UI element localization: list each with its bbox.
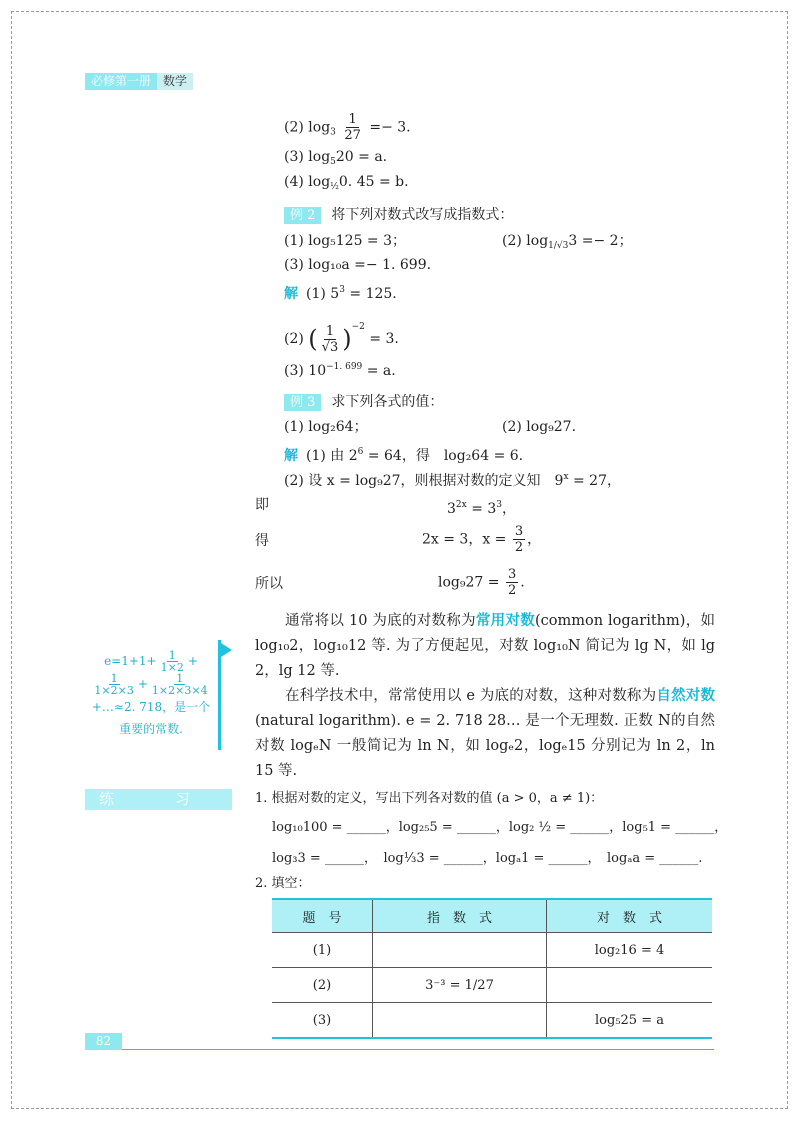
term-common-log: 常用对数: [475, 612, 536, 629]
side-note: e=1+1+ $\frac{1}{1\times 2}$ + $\frac{1}{1\times 2\times 3}$ + $\frac{1}{1\times 2\times 3\times 4}$ +…≈2. 718，是一个 重要的常数.: [91, 649, 211, 736]
table-header: 题 号: [272, 899, 373, 933]
table-cell: log₂16 = 4: [547, 933, 713, 968]
word-ji: 即: [255, 497, 269, 513]
word-de: 得: [255, 533, 269, 549]
page-header: [85, 73, 193, 90]
table-header: 对 数 式: [547, 899, 713, 933]
table-cell: [373, 1003, 547, 1039]
line-3: (3) $\log_520 = a$.: [284, 149, 388, 167]
line-4: (4) $\log_{\frac{1}{2}}0$. 45 = b.: [284, 174, 409, 192]
practice-q1-row1: log₁₀100 = ______，log₂₅5 = ______，log₂ ½ = ______，log₅1 = ______，: [272, 820, 728, 835]
footer-line: [122, 1049, 714, 1050]
fill-table: [272, 898, 712, 1039]
header-book: 必修第一册: [85, 73, 157, 90]
ex2-solution-2: (2) ( $\frac{1}{√3}$ )$^{-2}$ = 3.: [284, 322, 399, 355]
term-natural-log: 自然对数: [656, 687, 715, 704]
line-2: (2) $\log_3$ $\frac{1}{27}$ =− 3.: [284, 112, 411, 143]
example-3-label: 例 3: [284, 394, 321, 411]
side-note-arrow-icon: [221, 643, 232, 657]
page-number: 82: [85, 1033, 122, 1050]
ex3-item-2: (2) log₉27.: [502, 419, 577, 435]
example-2-heading: 例 2 将下列对数式改写成指数式：: [284, 206, 513, 225]
table-row: [272, 1003, 712, 1039]
table-header: 指 数 式: [373, 899, 547, 933]
table-row: [272, 968, 712, 1003]
practice-q1: 1. 根据对数的定义，写出下列各对数的值 (a > 0，a ≠ 1)：: [255, 791, 604, 806]
paragraph-common-log: 通常将以 10 为底的对数称为常用对数(common logarithm)，如 log₁₀2，log₁₀12 等. 为了方便起见，对数 log₁₀N 简记为 lg N，如 lg 2，lg 12 等.: [255, 612, 715, 679]
example-3-heading: 例 3 求下列各式的值：: [284, 393, 443, 412]
table-cell: log₅25 = a: [547, 1003, 713, 1039]
practice-header: 练 习: [85, 789, 232, 810]
table-cell: (3): [272, 1003, 373, 1039]
solution-label: 解: [284, 286, 298, 302]
word-suoyi: 所以: [255, 576, 283, 592]
table-row: [272, 933, 712, 968]
table-cell: [373, 933, 547, 968]
eq-de: 2x = 3，x = $\frac{3}{2}$ ，: [422, 524, 542, 555]
eq-suoyi: log₉27 = $\frac{3}{2}$ .: [438, 567, 525, 598]
practice-q1-row2: log₃3 = ______， log⅓3 = ______，logₐ1 = ______， logₐa = ______.: [272, 851, 703, 866]
table-cell: (1): [272, 933, 373, 968]
ex3-item-1: (1) log₂64；: [284, 419, 368, 435]
ex3-solution-1: 解 (1) 由 $2^6 = 64$，得 log₂64 = 6.: [284, 447, 524, 464]
paragraph-natural-log: 在科学技术中，常常使用以 e 为底的对数，这种对数称为自然对数(natural logarithm). e = 2. 718 28… 是一个无理数. 正数 N的自然对数 logₑN 一般简记为 ln N，如 logₑ2，logₑ15 分别记为 ln 2，ln 15 等.: [255, 687, 715, 779]
eq-ji: $3^{2x} = 3^3$，: [447, 500, 517, 517]
table-cell: 3⁻³ = 1/27: [373, 968, 547, 1003]
ex3-solution-2: (2) 设 x = log₉27，则根据对数的定义知 9$^x$ = 27，: [284, 472, 621, 489]
practice-q2: 2. 填空：: [255, 876, 311, 891]
ex2-item-1: (1) log₅125 = 3；: [284, 233, 407, 249]
table-header-row: [272, 899, 712, 933]
ex2-solution-1: 解 (1) $5^3 = 125$.: [284, 285, 397, 302]
table-cell: (2): [272, 968, 373, 1003]
example-2-label: 例 2: [284, 207, 321, 224]
ex2-item-3: (3) log₁₀a =− 1. 699.: [284, 257, 432, 273]
header-subject: 数学: [157, 73, 193, 90]
table-cell: [547, 968, 713, 1003]
ex2-solution-3: (3) $10^{-1. 699} = a$.: [284, 362, 396, 379]
ex2-item-2: (2) $\log_{1/√3}3 =- 2$；: [502, 233, 633, 251]
